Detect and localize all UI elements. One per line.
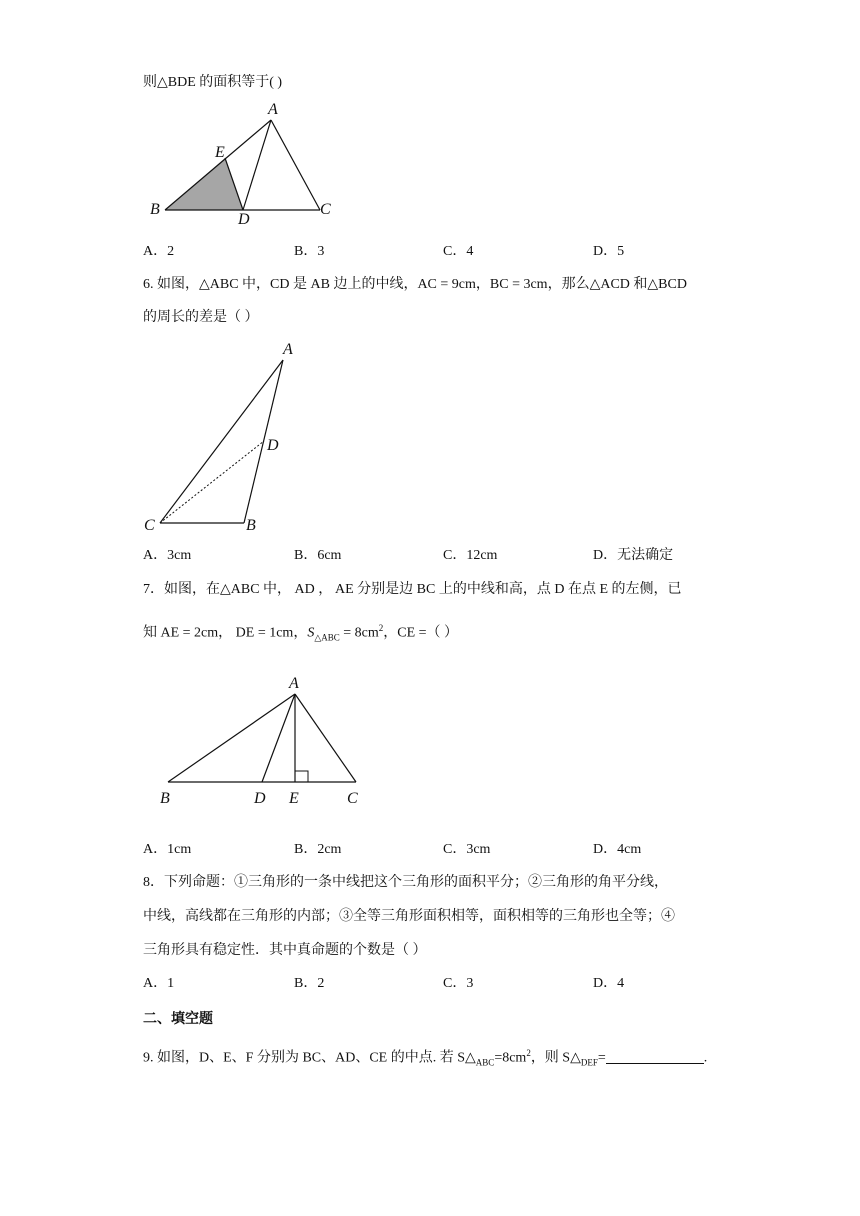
q6-label-a: A	[283, 341, 293, 358]
q7-label-a: A	[289, 675, 299, 692]
q9-question: 9. 如图，D、E、F 分别为 BC、AD、CE 的中点. 若 $S\triangle_{ABC}=8cm^2$，则 $S\triangle_{DEF}=$ .	[143, 1048, 708, 1068]
q5-option-b: B．3	[294, 244, 325, 259]
q6-label-d: D	[267, 437, 279, 454]
q5-label-e: E	[215, 144, 225, 161]
q7-question-line1: 7．如图，在△ABC 中， AD ， AE 分别是边 BC 上的中线和高，点 D 在点 E 的左侧，已	[143, 582, 682, 597]
q7-label-b: B	[160, 790, 170, 807]
q7-label-c: C	[347, 790, 358, 807]
q7-option-b: B．2cm	[294, 842, 342, 857]
q7-option-c: C．3cm	[443, 842, 491, 857]
q6-option-a: A．3cm	[143, 548, 192, 563]
q6-option-c: C．12cm	[443, 548, 498, 563]
q5-question-tail: 则△BDE 的面积等于( )	[143, 75, 283, 90]
q8-option-b: B．2	[294, 976, 325, 991]
q8-option-a: A．1	[143, 976, 175, 991]
section-title-fill-in: 二、填空题	[143, 1010, 213, 1026]
q6-option-b: B．6cm	[294, 548, 342, 563]
q7-option-d: D．4cm	[593, 842, 642, 857]
q7-option-a: A．1cm	[143, 842, 192, 857]
q8-option-c: C．3	[443, 976, 474, 991]
q5-option-a: A．2	[143, 244, 175, 259]
q6-label-c: C	[144, 517, 155, 534]
q6-question-line2: 的周长的差是（ ）	[143, 310, 259, 325]
q7-question-line2: 知 AE = 2cm， DE = 1cm，$S_{\triangle ABC} = 8cm^2$，CE =（ ）	[143, 623, 459, 643]
q9-answer-blank[interactable]	[606, 1049, 704, 1064]
q7-figure-triangle-abc	[150, 670, 380, 810]
q5-option-c: C．4	[443, 244, 474, 259]
q8-question-line2: 中线，高线都在三角形的内部；③全等三角形面积相等，面积相等的三角形也全等；④	[143, 909, 675, 924]
q5-label-a: A	[268, 101, 278, 118]
q8-question-line1: 8．下列命题：①三角形的一条中线把这个三角形的面积平分；②三角形的角平分线，	[143, 875, 668, 890]
q5-option-d: D．5	[593, 244, 625, 259]
q6-option-d: D．无法确定	[593, 548, 674, 563]
q7-label-d: D	[254, 790, 266, 807]
q8-question-line3: 三角形具有稳定性．其中真命题的个数是（ ）	[143, 943, 427, 958]
q5-label-b: B	[150, 201, 160, 218]
q6-question-line1: 6. 如图，△ABC 中，CD 是 AB 边上的中线，AC = 9cm，BC = 3cm，那么△ACD 和△BCD	[143, 277, 687, 292]
q7-label-e: E	[289, 790, 299, 807]
q6-label-b: B	[246, 517, 256, 534]
q5-label-d: D	[238, 211, 250, 228]
q6-figure-triangle-abc	[140, 340, 300, 540]
q8-option-d: D．4	[593, 976, 625, 991]
q5-label-c: C	[320, 201, 331, 218]
q5-figure-triangle-bde	[140, 100, 350, 230]
